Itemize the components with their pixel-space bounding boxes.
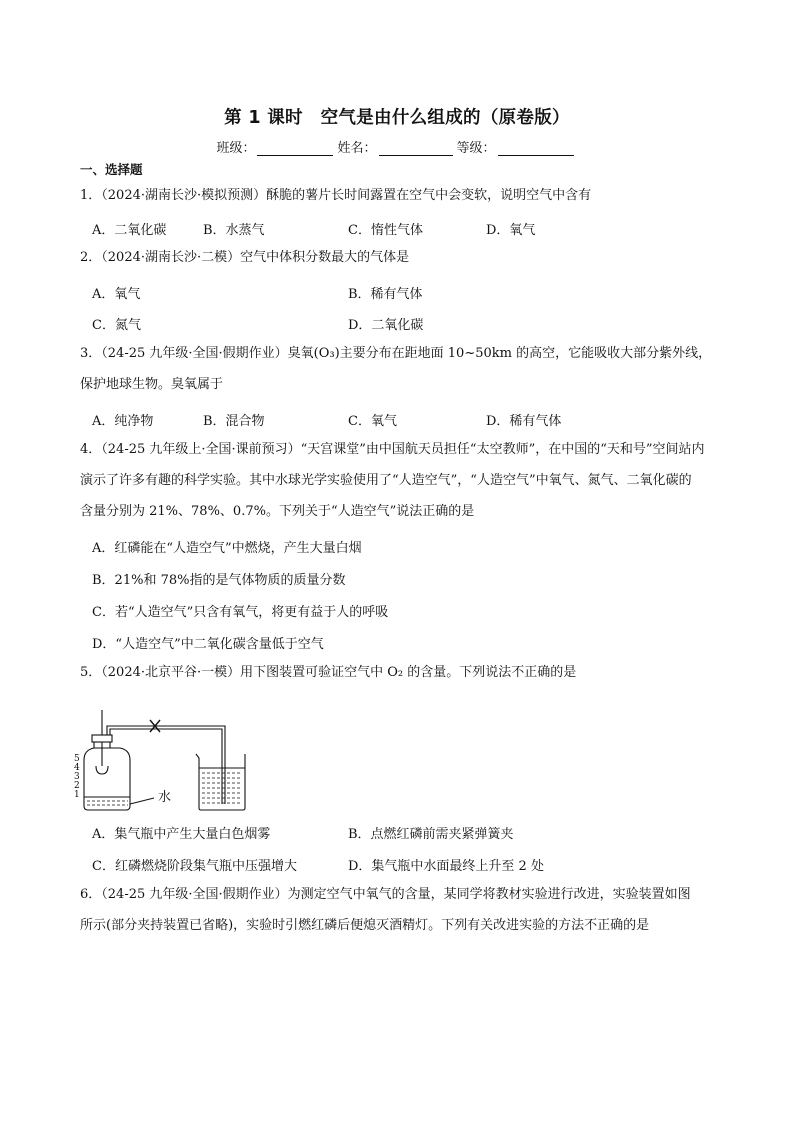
question-4-option-a[interactable]: A．红磷能在“人造空气”中燃烧，产生大量白烟 — [92, 541, 362, 556]
name-label: 姓名： — [337, 141, 377, 156]
question-2-option-d[interactable]: D．二氧化碳 — [348, 318, 424, 333]
question-3-options — [92, 410, 732, 434]
question-2-stem: 2．（2024·湖南长沙·二模）空气中体积分数最大的气体是 — [80, 250, 410, 265]
question-3-option-b[interactable]: B．混合物 — [203, 414, 265, 429]
water-label: 水 — [158, 790, 172, 805]
question-5-option-a[interactable]: A．集气瓶中产生大量白色烟雾 — [92, 827, 271, 842]
question-5-stem: 5．（2024·北京平谷·一模）用下图装置可验证空气中 O₂ 的含量。下列说法不正确的是 — [80, 665, 577, 680]
question-5-options-row2 — [92, 855, 732, 879]
question-2-options-row1 — [92, 283, 732, 307]
question-3-option-a[interactable]: A．纯净物 — [92, 414, 154, 429]
question-5-option-b[interactable]: B．点燃红磷前需夹紧弹簧夹 — [348, 827, 514, 842]
question-2-options-row2 — [92, 314, 732, 338]
question-5-option-d[interactable]: D．集气瓶中水面最终上升至 2 处 — [348, 859, 544, 874]
question-5-options-row1 — [92, 823, 732, 847]
question-1-stem: 1．（2024·湖南长沙·模拟预测）酥脆的薯片长时间露置在空气中会变软，说明空气中含有 — [80, 188, 592, 203]
grade-label: 等级： — [456, 141, 496, 156]
name-blank[interactable] — [379, 141, 453, 156]
beaker — [196, 754, 245, 810]
scale-mark-1: 1 — [74, 790, 80, 800]
page-title: 第 1 课时 空气是由什么组成的（原卷版） — [224, 108, 570, 128]
class-label: 班级： — [216, 141, 256, 156]
question-4-stem-line-3: 含量分别为 21%、78%、0.7%。下列关于“人造空气”说法正确的是 — [80, 504, 475, 519]
question-1-option-b[interactable]: B．水蒸气 — [203, 223, 265, 238]
question-3-stem-line-1: 3．（24-25 九年级·全国·假期作业）臭氧(O₃)主要分布在距地面 10~50km 的高空，它能吸收大部分紫外线， — [80, 346, 712, 361]
question-1-option-d[interactable]: D．氧气 — [486, 223, 536, 238]
question-2-option-c[interactable]: C．氮气 — [92, 318, 141, 333]
question-6-stem-line-2: 所示(部分夹持装置已省略)，实验时引燃红磷后便熄灭酒精灯。下列有关改进实验的方法不正确的是 — [80, 918, 650, 933]
question-4-stem-line-1: 4．（24-25 九年级上·全国·课前预习）“天宫课堂”由中国航天员担任“太空教师”，在中国的“天和号”空间站内 — [80, 442, 705, 457]
scale-mark-3: 3 — [74, 772, 80, 782]
question-3-stem-line-2: 保护地球生物。臭氧属于 — [80, 377, 224, 392]
apparatus-diagram — [72, 706, 262, 814]
question-4-stem-line-2: 演示了许多有趣的科学实验。其中水球光学实验使用了“人造空气”，“人造空气”中氧气、氮气、二氧化碳的 — [80, 473, 692, 488]
class-blank[interactable] — [257, 141, 333, 156]
combustion-spoon — [96, 766, 108, 774]
question-4-option-d[interactable]: D．“人造空气”中二氧化碳含量低于空气 — [92, 637, 324, 652]
grade-blank[interactable] — [498, 141, 574, 156]
student-info-line — [0, 137, 794, 156]
question-4-option-b[interactable]: B．21%和 78%指的是气体物质的质量分数 — [92, 573, 346, 588]
question-2-option-a[interactable]: A．氧气 — [92, 287, 141, 302]
question-1-option-a[interactable]: A．二氧化碳 — [92, 223, 167, 238]
scale-mark-2: 2 — [74, 781, 80, 791]
scale-mark-5: 5 — [74, 754, 80, 764]
question-1-option-c[interactable]: C．惰性气体 — [348, 223, 423, 238]
question-2-option-b[interactable]: B．稀有气体 — [348, 287, 423, 302]
bottle-stopper — [92, 735, 112, 742]
question-3-option-d[interactable]: D．稀有气体 — [486, 414, 562, 429]
question-1-options — [92, 219, 732, 243]
question-5-option-c[interactable]: C．红磷燃烧阶段集气瓶中压强增大 — [92, 859, 297, 874]
section-heading: 一、选择题 — [80, 162, 143, 177]
question-4-option-c[interactable]: C．若“人造空气”只含有氧气，将更有益于人的呼吸 — [92, 605, 389, 620]
question-3-option-c[interactable]: C．氧气 — [348, 414, 397, 429]
scale-mark-4: 4 — [74, 763, 80, 773]
question-6-stem-line-1: 6．（24-25 九年级·全国·假期作业）为测定空气中氧气的含量，某同学将教材实验进行改进，实验装置如图 — [80, 887, 691, 902]
